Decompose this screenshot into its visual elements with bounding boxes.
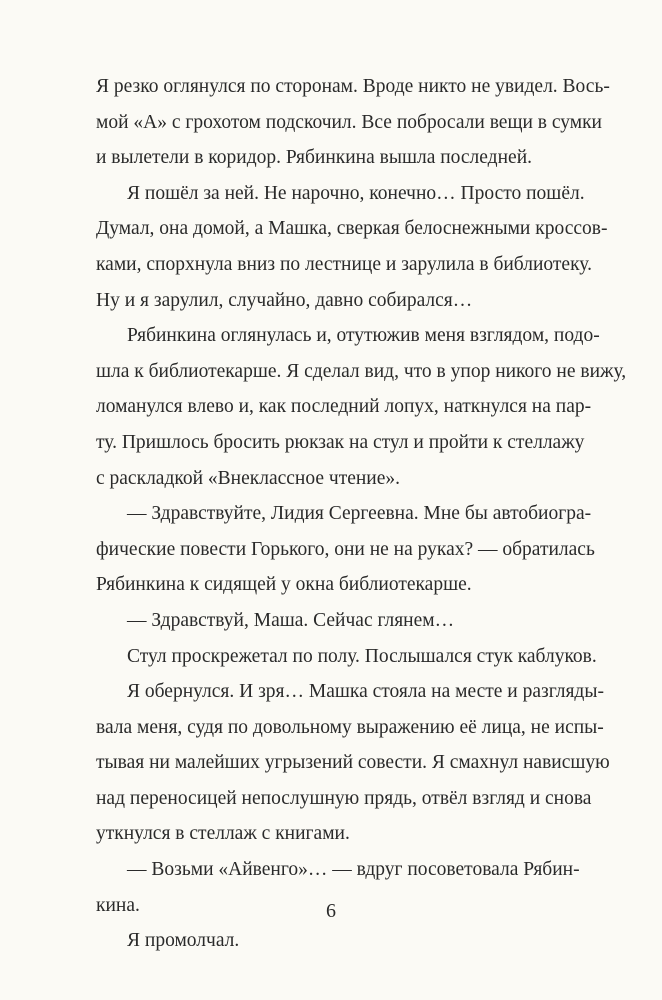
text-line: Я обернулся. И зря… Машка стояла на месте и разгляды-	[127, 681, 604, 703]
text-line: Рябинкина к сидящей у окна библиотекарше.	[96, 574, 472, 596]
text-line: над переносицей непослушную прядь, отвёл взгляд и снова	[96, 787, 592, 809]
text-line: тывая ни малейших угрызений совести. Я смахнул нависшую	[96, 752, 610, 774]
text-line: уткнулся в стеллаж с книгами.	[96, 823, 350, 845]
text-line: Рябинкина оглянулась и, отутюжив меня взглядом, подо-	[127, 325, 600, 347]
text-line: и вылетели в коридор. Рябинкина вышла последней.	[96, 147, 532, 169]
text-line: — Здравствуй, Маша. Сейчас глянем…	[127, 609, 455, 631]
body-text	[96, 69, 627, 959]
text-line: шла к библиотекарше. Я сделал вид, что в упор никого не вижу,	[96, 360, 627, 382]
text-line: ту. Пришлось бросить рюкзак на стул и пройти к стеллажу	[96, 431, 585, 453]
text-line: Думал, она домой, а Машка, сверкая белоснежными кроссов-	[96, 218, 608, 240]
text-line: мой «А» с грохотом подскочил. Все побросали вещи в сумки	[96, 111, 602, 133]
text-line: вала меня, судя по довольному выражению её лица, не испы-	[96, 716, 604, 738]
text-line: ками, спорхнула вниз по лестнице и зарулила в библиотеку.	[96, 253, 592, 275]
text-line: Стул проскрежетал по полу. Послышался стук каблуков.	[127, 645, 597, 667]
text-line: с раскладкой «Внеклассное чтение».	[96, 467, 401, 489]
text-line: фические повести Горького, они не на руках? — обратилась	[96, 538, 595, 560]
text-line: — Возьми «Айвенго»… — вдруг посоветовала Рябин-	[127, 859, 580, 881]
text-line: ломанулся влево и, как последний лопух, наткнулся на пар-	[96, 396, 592, 418]
text-line: кина.	[96, 894, 140, 916]
text-line: Я резко оглянулся по сторонам. Вроде никто не увидел. Вось-	[96, 76, 610, 97]
text-line: Я пошёл за ней. Не нарочно, конечно… Просто пошёл.	[127, 182, 585, 204]
page-number: 6	[326, 900, 336, 922]
text-line: Я промолчал.	[127, 930, 240, 952]
text-line: Ну и я зарулил, случайно, давно собирался…	[96, 289, 473, 311]
text-line: — Здравствуйте, Лидия Сергеевна. Мне бы автобиогра-	[127, 503, 592, 525]
